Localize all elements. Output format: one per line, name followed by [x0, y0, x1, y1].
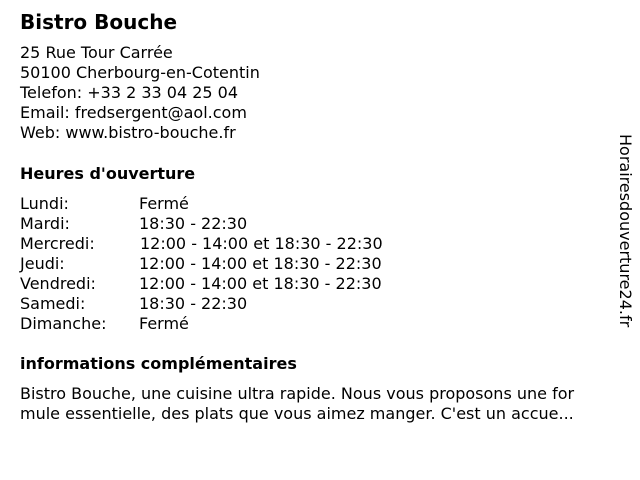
- watermark-text: Horairesdouverture24.fr: [616, 134, 635, 328]
- hours-day: Jeudi:: [20, 254, 65, 273]
- website: Web: www.bistro-bouche.fr: [20, 123, 236, 142]
- hours-time: 12:00 - 14:00 et 18:30 - 22:30: [140, 234, 383, 253]
- info-description: [20, 384, 625, 424]
- hours-day: Samedi:: [20, 294, 86, 313]
- hours-day: Dimanche:: [20, 314, 107, 333]
- hours-time: 12:00 - 14:00 et 18:30 - 22:30: [139, 274, 382, 293]
- hours-day: Vendredi:: [20, 274, 96, 293]
- hours-day: Mercredi:: [20, 234, 95, 253]
- hours-time: Fermé: [139, 194, 189, 213]
- phone-number: Telefon: +33 2 33 04 25 04: [20, 83, 239, 102]
- info-line: Bistro Bouche, une cuisine ultra rapide. Nous vous proposons une for: [20, 384, 575, 403]
- address-city: 50100 Cherbourg-en-Cotentin: [20, 63, 260, 82]
- hours-heading: Heures d'ouverture: [20, 164, 196, 183]
- hours-day: Lundi:: [20, 194, 69, 213]
- contact-block: [20, 43, 260, 143]
- info-line: mule essentielle, des plats que vous aimez manger. C'est un accue...: [20, 404, 574, 423]
- hours-time: 12:00 - 14:00 et 18:30 - 22:30: [139, 254, 382, 273]
- hours-day: Mardi:: [20, 214, 70, 233]
- hours-time: 18:30 - 22:30: [139, 294, 248, 313]
- hours-time: 18:30 - 22:30: [139, 214, 248, 233]
- hours-time: Fermé: [139, 314, 189, 333]
- side-watermark: [610, 134, 640, 346]
- address-street: 25 Rue Tour Carrée: [20, 43, 173, 62]
- info-heading: informations complémentaires: [20, 354, 297, 373]
- email-address: Email: fredsergent@aol.com: [20, 103, 247, 122]
- business-name: Bistro Bouche: [20, 10, 178, 34]
